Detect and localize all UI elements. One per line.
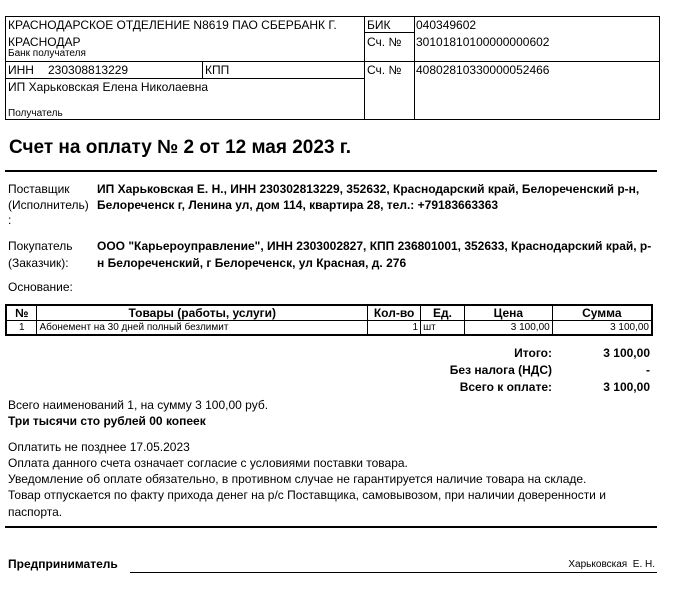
tax-value: - [646, 363, 650, 377]
bik-value: 040349602 [416, 18, 477, 32]
note-notification: Уведомление об оплате обязательно, в противном случае не гарантируется наличие товара на складе. [8, 472, 587, 486]
kpp-label: КПП [205, 63, 230, 77]
basis-label: Основание: [8, 280, 73, 294]
signature-role: Предприниматель [8, 557, 118, 571]
signature-line [130, 572, 657, 573]
title-divider [5, 170, 657, 172]
supplier-label-3: : [8, 213, 12, 227]
bank-name-line1: КРАСНОДАРСКОЕ ОТДЕЛЕНИЕ N8619 ПАО СБЕРБАНК Г. [8, 18, 337, 32]
header-number: № [6, 305, 37, 321]
header-goods: Товары (работы, услуги) [37, 305, 368, 321]
total-label: Итого: [514, 346, 552, 360]
table-row [6, 321, 652, 336]
inn-value: 230308813229 [48, 63, 129, 77]
items-table [5, 304, 653, 336]
header-unit: Ед. [421, 305, 465, 321]
tax-label: Без налога (НДС) [449, 363, 552, 377]
notes-divider [5, 526, 657, 528]
row-unit: шт [421, 321, 465, 336]
supplier-line2: Белореченск г, Ленина ул, дом 114, квартира 28, тел.: +79183663363 [97, 198, 499, 212]
supplier-label-1: Поставщик [8, 182, 70, 196]
account-value: 40802810330000052466 [416, 63, 550, 77]
signature-name: Харьковская Е. Н. [568, 559, 655, 570]
note-payment-deadline: Оплатить не позднее 17.05.2023 [8, 440, 190, 454]
row-sum: 3 100,00 [552, 321, 652, 336]
buyer-line1: ООО "Карьероуправление", ИНН 2303002827, КПП 236801001, 352633, Краснодарский край, р- [97, 239, 652, 253]
bank-details-table [5, 16, 660, 120]
buyer-label-1: Покупатель [8, 239, 73, 253]
bank-caption: Банк получателя [8, 48, 86, 59]
row-quantity: 1 [368, 321, 421, 336]
account-label: Сч. № [367, 63, 402, 77]
buyer-label-2: (Заказчик): [8, 256, 69, 270]
invoice-title: Счет на оплату № 2 от 12 мая 2023 г. [9, 137, 352, 158]
note-release-line1: Товар отпускается по факту прихода денег на р/с Поставщика, самовывозом, при наличии доверенности и [8, 488, 606, 502]
row-goods: Абонемент на 30 дней полный безлимит [37, 321, 368, 336]
row-number: 1 [6, 321, 37, 336]
grand-total-label: Всего к оплате: [459, 380, 552, 394]
recipient-caption: Получатель [8, 108, 63, 119]
inn-label: ИНН [8, 63, 34, 77]
grand-total-value: 3 100,00 [603, 380, 650, 394]
items-header-row [6, 305, 652, 321]
bik-label: БИК [367, 18, 391, 32]
corr-account-label: Сч. № [367, 35, 402, 49]
corr-account-value: 30101810100000000602 [416, 35, 550, 49]
header-sum: Сумма [552, 305, 652, 321]
supplier-label-2: (Исполнитель) [8, 198, 89, 212]
note-agreement: Оплата данного счета означает согласие с условиями поставки товара. [8, 456, 408, 470]
total-value: 3 100,00 [603, 346, 650, 360]
amount-in-words: Три тысячи сто рублей 00 копеек [8, 414, 206, 428]
supplier-line1: ИП Харьковская Е. Н., ИНН 230302813229, 352632, Краснодарский край, Белореченский р-н, [97, 182, 640, 196]
row-price: 3 100,00 [464, 321, 552, 336]
items-count-line: Всего наименований 1, на сумму 3 100,00 руб. [8, 398, 269, 412]
recipient-name: ИП Харьковская Елена Николаевна [8, 80, 209, 94]
header-quantity: Кол-во [368, 305, 421, 321]
buyer-line2: н Белореченский, г Белореченск, ул Красная, д. 276 [97, 256, 407, 270]
header-price: Цена [464, 305, 552, 321]
note-release-line2: паспорта. [8, 505, 63, 519]
bank-name-line2: КРАСНОДАР [8, 35, 81, 49]
